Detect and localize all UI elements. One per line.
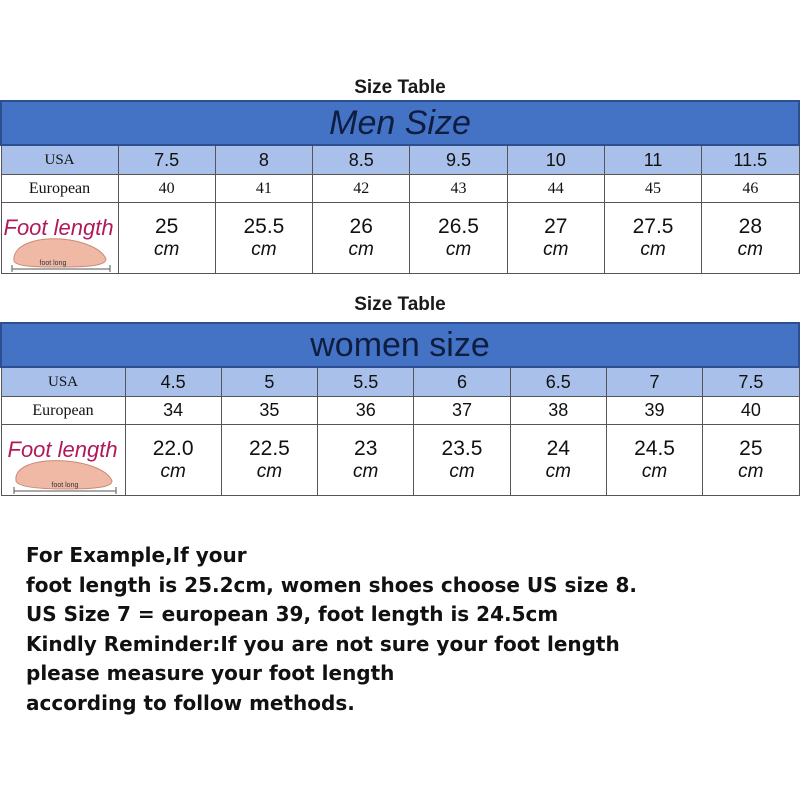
women-european-cell: 38 xyxy=(510,397,606,425)
foot-length-value: 25.5 xyxy=(243,215,285,238)
women-foot-length-cell xyxy=(125,425,221,496)
men-european-cell: 41 xyxy=(215,175,312,203)
note-line: Kindly Reminder:If you are not sure your foot length xyxy=(26,631,620,656)
men-foot-length-cell xyxy=(118,203,215,274)
foot-length-unit: cm xyxy=(445,239,472,260)
men-foot-length-cell xyxy=(604,203,701,274)
foot-length-unit: cm xyxy=(251,239,277,260)
women-foot-length-row xyxy=(1,425,799,496)
foot-length-value: 25 xyxy=(739,437,763,460)
foot-length-value: 23 xyxy=(354,437,378,460)
men-foot-length-row xyxy=(1,203,799,274)
foot-length-unit: cm xyxy=(153,239,180,260)
women-usa-cell: 4.5 xyxy=(125,367,221,397)
foot-length-value: 22.0 xyxy=(152,437,194,460)
foot-length-unit: cm xyxy=(545,461,571,482)
foot-length-value: 26 xyxy=(349,215,373,238)
women-usa-cell: 5.5 xyxy=(318,367,414,397)
women-usa-cell: 7 xyxy=(606,367,702,397)
men-european-label: European xyxy=(1,175,118,203)
men-size-table xyxy=(0,100,800,274)
men-usa-cell: 7.5 xyxy=(118,145,215,175)
men-european-row xyxy=(1,175,799,203)
women-usa-cell: 7.5 xyxy=(703,367,799,397)
men-foot-length-cell xyxy=(507,203,604,274)
foot-length-value: 24.5 xyxy=(634,437,675,460)
note-line: please measure your foot length xyxy=(26,661,395,685)
foot-length-value: 22.5 xyxy=(248,437,290,460)
men-european-cell: 46 xyxy=(702,175,799,203)
men-foot-length-cell xyxy=(410,203,507,274)
women-european-cell: 40 xyxy=(703,397,799,425)
men-usa-cell: 11.5 xyxy=(702,145,799,175)
women-foot-length-cell xyxy=(703,425,799,496)
women-usa-label: USA xyxy=(1,367,125,397)
foot-length-unit: cm xyxy=(348,239,374,260)
women-foot-length-label-cell xyxy=(1,425,125,496)
men-european-cell: 45 xyxy=(604,175,701,203)
men-european-cell: 42 xyxy=(313,175,410,203)
women-european-cell: 34 xyxy=(125,397,221,425)
foot-length-unit: cm xyxy=(641,461,668,482)
men-usa-cell: 10 xyxy=(507,145,604,175)
women-european-cell: 35 xyxy=(221,397,317,425)
women-european-cell: 39 xyxy=(606,397,702,425)
men-usa-cell: 8 xyxy=(215,145,312,175)
women-foot-length-cell xyxy=(221,425,317,496)
men-usa-cell: 9.5 xyxy=(410,145,507,175)
men-european-cell: 43 xyxy=(410,175,507,203)
foot-length-value: 24 xyxy=(546,437,570,460)
foot-length-value: 26.5 xyxy=(438,215,479,238)
men-foot-length-label: Foot length xyxy=(3,215,114,240)
women-european-label: European xyxy=(1,397,125,425)
women-european-row xyxy=(1,397,799,425)
men-european-cell: 40 xyxy=(118,175,215,203)
women-foot-length-label: Foot length xyxy=(7,437,118,462)
women-foot-length-cell xyxy=(510,425,606,496)
men-foot-caption: foot long xyxy=(39,260,67,267)
men-european-cell: 44 xyxy=(507,175,604,203)
men-foot-length-label-cell xyxy=(1,203,118,274)
sizing-note xyxy=(26,541,786,718)
foot-length-unit: cm xyxy=(256,461,283,482)
foot-length-unit: cm xyxy=(160,461,186,482)
men-usa-row xyxy=(1,145,799,175)
women-foot-length-cell xyxy=(606,425,702,496)
women-usa-cell: 6.5 xyxy=(510,367,606,397)
foot-length-unit: cm xyxy=(738,461,764,482)
men-usa-cell: 8.5 xyxy=(313,145,410,175)
men-usa-cell: 11 xyxy=(604,145,701,175)
note-line: For Example,If your xyxy=(26,543,247,567)
men-size-banner: Men Size xyxy=(1,101,799,145)
women-size-banner: women size xyxy=(1,323,799,367)
women-foot-length-cell xyxy=(318,425,414,496)
foot-length-value: 23.5 xyxy=(441,437,483,460)
foot-length-unit: cm xyxy=(449,461,475,482)
foot-length-value: 25 xyxy=(154,215,179,238)
note-line: according to follow methods. xyxy=(26,690,355,715)
foot-length-value: 27 xyxy=(544,215,568,238)
note-line: US Size 7 = european 39, foot length is 24.5cm xyxy=(26,602,559,626)
foot-length-value: 28 xyxy=(738,215,763,238)
women-european-cell: 36 xyxy=(318,397,414,425)
women-european-cell: 37 xyxy=(414,397,510,425)
note-line: foot length is 25.2cm, women shoes choose US size 8. xyxy=(26,572,637,597)
men-foot-length-cell xyxy=(313,203,410,274)
women-usa-cell: 6 xyxy=(414,367,510,397)
foot-length-unit: cm xyxy=(353,461,379,482)
women-usa-cell: 5 xyxy=(221,367,317,397)
foot-length-unit: cm xyxy=(543,239,569,260)
men-table-title: Size Table xyxy=(354,77,446,98)
men-foot-length-cell xyxy=(215,203,312,274)
men-usa-label: USA xyxy=(1,145,118,175)
men-foot-length-cell xyxy=(702,203,799,274)
foot-length-unit: cm xyxy=(737,239,763,260)
women-foot-caption: foot long xyxy=(51,482,79,489)
foot-length-unit: cm xyxy=(640,239,666,260)
women-table-title: Size Table xyxy=(354,294,446,315)
women-usa-row xyxy=(1,367,799,397)
foot-length-value: 27.5 xyxy=(632,215,674,238)
women-size-table xyxy=(0,322,800,496)
women-foot-length-cell xyxy=(414,425,510,496)
